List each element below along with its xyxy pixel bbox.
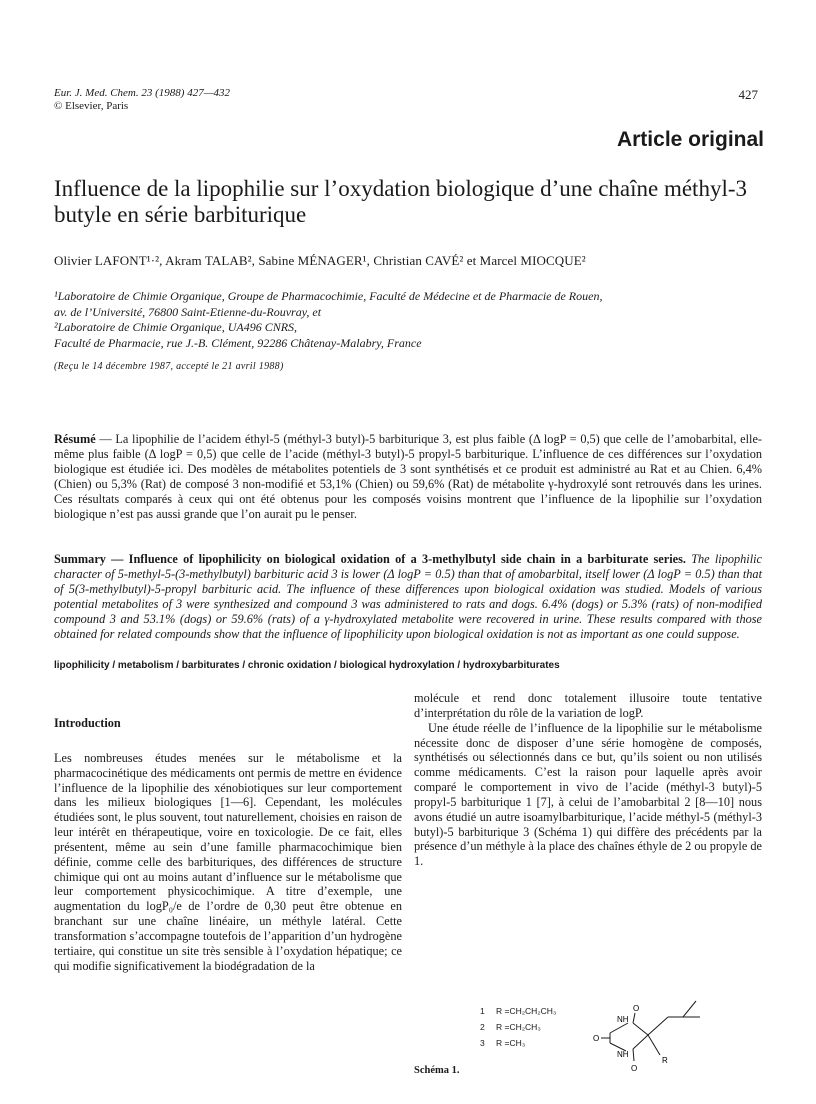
body-column-left <box>54 716 402 974</box>
abstract-fr <box>54 432 762 521</box>
scheme-row: 2 R =CH₂CH₃ <box>480 1022 541 1032</box>
affiliation-line: av. de l’Université, 76800 Saint-Etienne-du-Rouvray, et <box>54 304 322 319</box>
abstract-en <box>54 552 762 641</box>
scheme-row: 1 R =CH₂CH₂CH₃ <box>480 1006 557 1016</box>
author-list: Olivier LAFONT¹·², Akram TALAB², Sabine MÉNAGER¹, Christian CAVÉ² et Marcel MIOCQUE² <box>54 253 586 268</box>
section-heading-introduction: Introduction <box>54 716 121 730</box>
summary-text: The lipophilic character of 5-methyl-5-(3-methylbutyl) barbituric acid 3 is lower (Δ logP = 0.5) than that of amobarbital, itself lower (Δ logP = 0.5) than that of 5(3-methylbutyl)-5-propyl barbituric acid. The influence of these differences upon biological oxidation was studied. Models of various potential metabolites of 3 were synthesized and compound 3 was administered to rats and dogs. 6.4% (dogs) or 5.3% (rats) of non-modified compound 3 and 53.1% (dogs) or 59.6% (rats) of a γ-hydroxylated metabolite were recovered in urine. These results compared with those obtained for related compounds show that the influence of lipophilicity upon biological oxidation is not as important as one could suppose. <box>54 552 762 641</box>
oxygen-left-label: O <box>593 1034 600 1043</box>
scheme-substituent-list <box>480 1003 556 1051</box>
affiliations <box>54 289 774 351</box>
body-column-right <box>414 691 762 869</box>
article-title: Influence de la lipophilie sur l’oxydation biologique d’une chaîne méthyl-3 butyle en série barbiturique <box>54 176 747 227</box>
abstract-text: — La lipophilie de l’acidem éthyl-5 (méthyl-3 butyl)-5 barbiturique 3, est plus faible (Δ logP = 0,5) que celle de l’amobarbital, elle-même plus faible (Δ logP = 0,5) que celle de l’acide (méthyl-3 butyl)-5 propyl-5 barbiturique. L’influence de ces différences sur l’oxydation biologique est étudiée ici. Des modèles de métabolites potentiels de 3 sont synthétisés et ce produit est administré au Rat et au Chien. 6,4% (Chien) ou 5,3% (Rat) de composé 3 non-modifié et 53,1% (Chien) ou 59,6% (Rat) de métabolite γ-hydroxylé sont retrouvés dans les urines. Ces résultats comparés à ceux qui ont été obtenus pour les composés voisins montrent que l’influence de la lipophilie sur l’oxydation biologique n’est pas aussi grande que l’on aurait pu le penser. <box>54 432 762 521</box>
scheme-caption: Schéma 1. <box>414 1065 460 1076</box>
section-label: Article original <box>616 128 764 151</box>
paragraph: molécule et rend donc totalement illusoire toute tentative d’interprétation du rôle de la variation de logP. <box>414 691 762 720</box>
page-number: 427 <box>738 87 758 102</box>
journal-reference: Eur. J. Med. Chem. 23 (1988) 427—432 <box>54 87 230 99</box>
received-date: (Reçu le 14 décembre 1987, accepté le 21 avril 1988) <box>54 361 284 372</box>
affiliation-line: Faculté de Pharmacie, rue J.-B. Clément, 92286 Châtenay-Malabry, France <box>54 335 422 350</box>
publisher-line: © Elsevier, Paris <box>54 100 129 112</box>
barbiturate-structure-diagram <box>588 995 738 1085</box>
oxygen-bottom-label: O <box>631 1064 638 1073</box>
paragraph: Une étude réelle de l’influence de la lipophilie sur le métabolisme nécessite donc de disposer d’une série homogène de composés, synthétisés ou sélectionnés dans ce but, qu’ils soient ou non utilisés comme médicaments. C’est la raison pour laquelle après avoir comparé le comportement in vivo de l’acide (méthyl-3 butyl)-5 propyl-5 barbiturique 1 [7], à celui de l’amobarbital 2 [8—10] nous avons étudié un autre isoamylbarbiturique, l’acide méthyl-5 (méthyl-3 butyl)-5 barbiturique 3 (Schéma 1) qui diffère des précédents par la présence d’un méthyle à la place des chaînes éthyle de 2 ou propyle de 1. <box>414 720 762 869</box>
journal-citation <box>54 87 230 113</box>
affiliation-line: ¹Laboratoire de Chimie Organique, Groupe de Pharmacochimie, Faculté de Médecine et de Pharmacie de Rouen, <box>54 289 603 303</box>
keywords: lipophilicity / metabolism / barbiturates / chronic oxidation / biological hydroxylation / hydroxybarbiturates <box>54 660 560 671</box>
oxygen-top-label: O <box>633 1004 640 1013</box>
r-group-label: R <box>662 1056 668 1065</box>
summary-label: Summary — Influence of lipophilicity on biological oxidation of a 3-methylbutyl side chain in a barbiturate series. <box>54 552 686 566</box>
abstract-label: Résumé <box>54 432 96 446</box>
nh-bottom-label: NH <box>617 1050 629 1059</box>
scheme-row: 3 R =CH₃ <box>480 1038 526 1048</box>
affiliation-line: ²Laboratoire de Chimie Organique, UA496 CNRS, <box>54 320 298 334</box>
paragraph: Les nombreuses études menées sur le métabolisme et la pharmacocinétique des médicaments ont permis de mettre en évidence l’influence de la lipophilie des xénobiotiques sur leur comportement dans les milieux biologiques [1—6]. Cependant, les molécules étudiées sont, le plus souvent, tout naturellement, choisies en raison de leur intérêt en thérapeutique, voire en toxicologie. De ce fait, elles présentent, même au sein d’une famille pharmacochimique bien définie, comme celle des barbituriques, des différences de structure chimique qui ont au moins autant d’influence sur le métabolisme que leur comportement physicochimique. A titre d’exemple, une augmentation du logP₀/e de l’ordre de 0,30 peut être obtenue en branchant sur une chaîne linéaire, un méthyle latéral. Cette transformation s’accompagne toutefois de l’apparition d’un hydrogène tertiaire, qui constitue un site très sensible à l’oxydation hépatique; ce qui modifie significativement la biodégradation de la <box>54 750 402 973</box>
nh-top-label: NH <box>617 1015 629 1024</box>
